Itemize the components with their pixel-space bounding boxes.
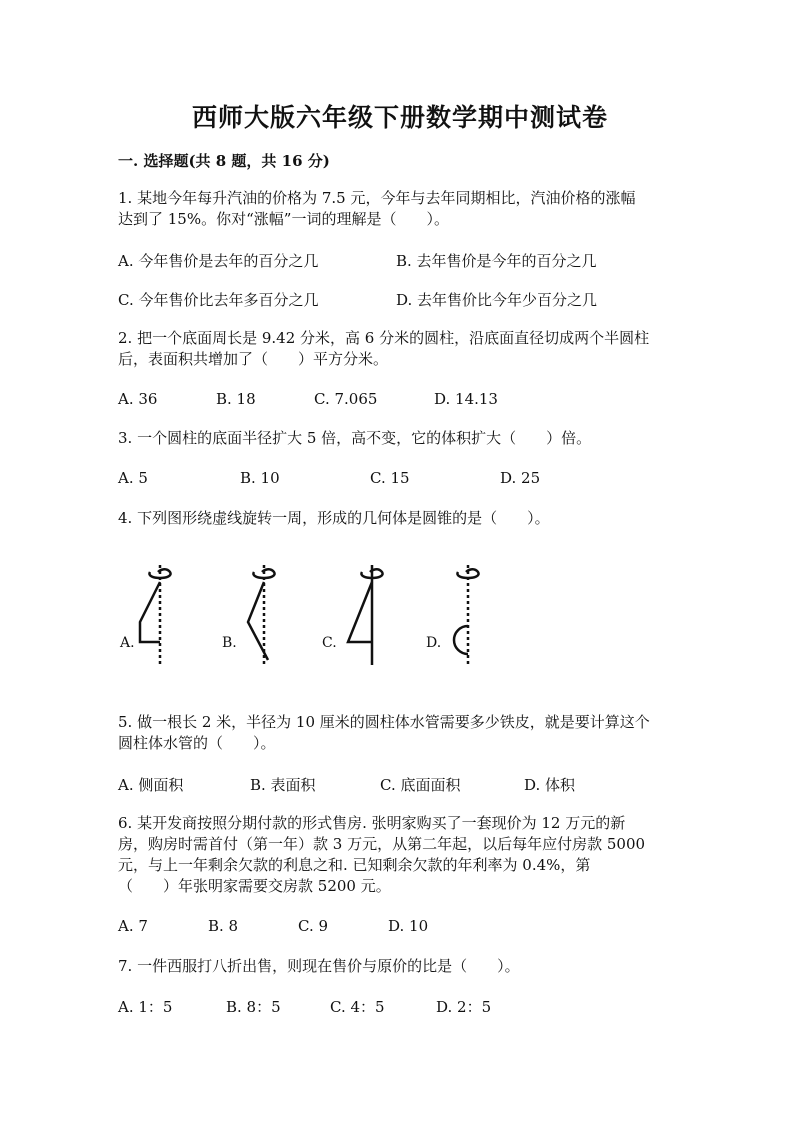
option-c: C. 今年售价比去年多百分之几 bbox=[118, 291, 319, 309]
option-c: C. 15 bbox=[370, 469, 410, 487]
section-heading: 一. 选择题(共 8 题，共 16 分) bbox=[118, 152, 330, 170]
option-c: C. 9 bbox=[298, 917, 329, 935]
question-line: 房，购房时需首付（第一年）款 3 万元，从第二年起，以后每年应付房款 5000 bbox=[118, 835, 646, 853]
option-d: D. 14.13 bbox=[434, 390, 498, 408]
option-b: B. 去年售价是今年的百分之几 bbox=[396, 252, 597, 270]
question-6 bbox=[118, 813, 688, 897]
question-1 bbox=[118, 188, 688, 230]
option-d: D. 25 bbox=[500, 469, 541, 487]
question-line: 6. 某开发商按照分期付款的形式售房. 张明家购买了一套现价为 12 万元的新 bbox=[118, 814, 626, 832]
question-line: 达到了 15%。你对“涨幅”一词的理解是（ ）。 bbox=[118, 210, 449, 228]
option-d: D. 10 bbox=[388, 917, 429, 935]
option-a: A. 1：5 bbox=[118, 998, 173, 1016]
figure-label-a: A. bbox=[120, 635, 135, 651]
question-2 bbox=[118, 328, 688, 370]
option-a: A. 侧面积 bbox=[118, 776, 184, 794]
question-line: 后，表面积共增加了（ ）平方分米。 bbox=[118, 350, 389, 368]
option-d: D. 2：5 bbox=[436, 998, 492, 1016]
option-c: C. 底面面积 bbox=[380, 776, 461, 794]
figure-b bbox=[234, 560, 294, 670]
figure-c bbox=[342, 560, 402, 670]
option-b: B. 10 bbox=[240, 469, 280, 487]
figure-a bbox=[130, 560, 190, 670]
option-b: B. 8：5 bbox=[226, 998, 281, 1016]
question-line: 5. 做一根长 2 米，半径为 10 厘米的圆柱体水管需要多少铁皮，就是要计算这个 bbox=[118, 713, 650, 731]
question-7 bbox=[118, 956, 688, 977]
option-a: A. 今年售价是去年的百分之几 bbox=[118, 252, 319, 270]
shape-outline bbox=[348, 582, 372, 642]
question-line: 元，与上一年剩余欠款的利息之和. 已知剩余欠款的年利率为 0.4%，第 bbox=[118, 856, 591, 874]
page-title: 西师大版六年级下册数学期中测试卷 bbox=[191, 103, 608, 132]
option-d: D. 去年售价比今年少百分之几 bbox=[396, 291, 598, 309]
question-5 bbox=[118, 712, 688, 754]
question-4 bbox=[118, 508, 688, 529]
question-line: 3. 一个圆柱的底面半径扩大 5 倍，高不变，它的体积扩大（ ）倍。 bbox=[118, 429, 592, 447]
question-line: （ ）年张明家需要交房款 5200 元。 bbox=[118, 877, 391, 895]
option-a: A. 7 bbox=[118, 917, 148, 935]
figure-label-c: C. bbox=[322, 635, 337, 651]
option-c: C. 7.065 bbox=[314, 390, 378, 408]
question-line: 2. 把一个底面周长是 9.42 分米，高 6 分米的圆柱，沿底面直径切成两个半圆柱 bbox=[118, 329, 650, 347]
shape-outline bbox=[140, 582, 160, 642]
option-a: A. 36 bbox=[118, 390, 158, 408]
question-3 bbox=[118, 428, 688, 449]
option-b: B. 18 bbox=[216, 390, 256, 408]
option-b: B. 8 bbox=[208, 917, 239, 935]
option-b: B. 表面积 bbox=[250, 776, 316, 794]
question-line: 7. 一件西服打八折出售，则现在售价与原价的比是（ ）。 bbox=[118, 957, 520, 975]
figure-label-d: D. bbox=[426, 635, 442, 651]
option-a: A. 5 bbox=[118, 469, 148, 487]
question-line: 1. 某地今年每升汽油的价格为 7.5 元，今年与去年同期相比，汽油价格的涨幅 bbox=[118, 189, 636, 207]
option-d: D. 体积 bbox=[524, 776, 576, 794]
shape-outline bbox=[454, 626, 468, 654]
question-line: 圆柱体水管的（ ）。 bbox=[118, 734, 276, 752]
option-c: C. 4：5 bbox=[330, 998, 385, 1016]
figure-d bbox=[438, 560, 498, 670]
question-line: 4. 下列图形绕虚线旋转一周，形成的几何体是圆锥的是（ ）。 bbox=[118, 509, 550, 527]
figure-label-b: B. bbox=[222, 635, 237, 651]
